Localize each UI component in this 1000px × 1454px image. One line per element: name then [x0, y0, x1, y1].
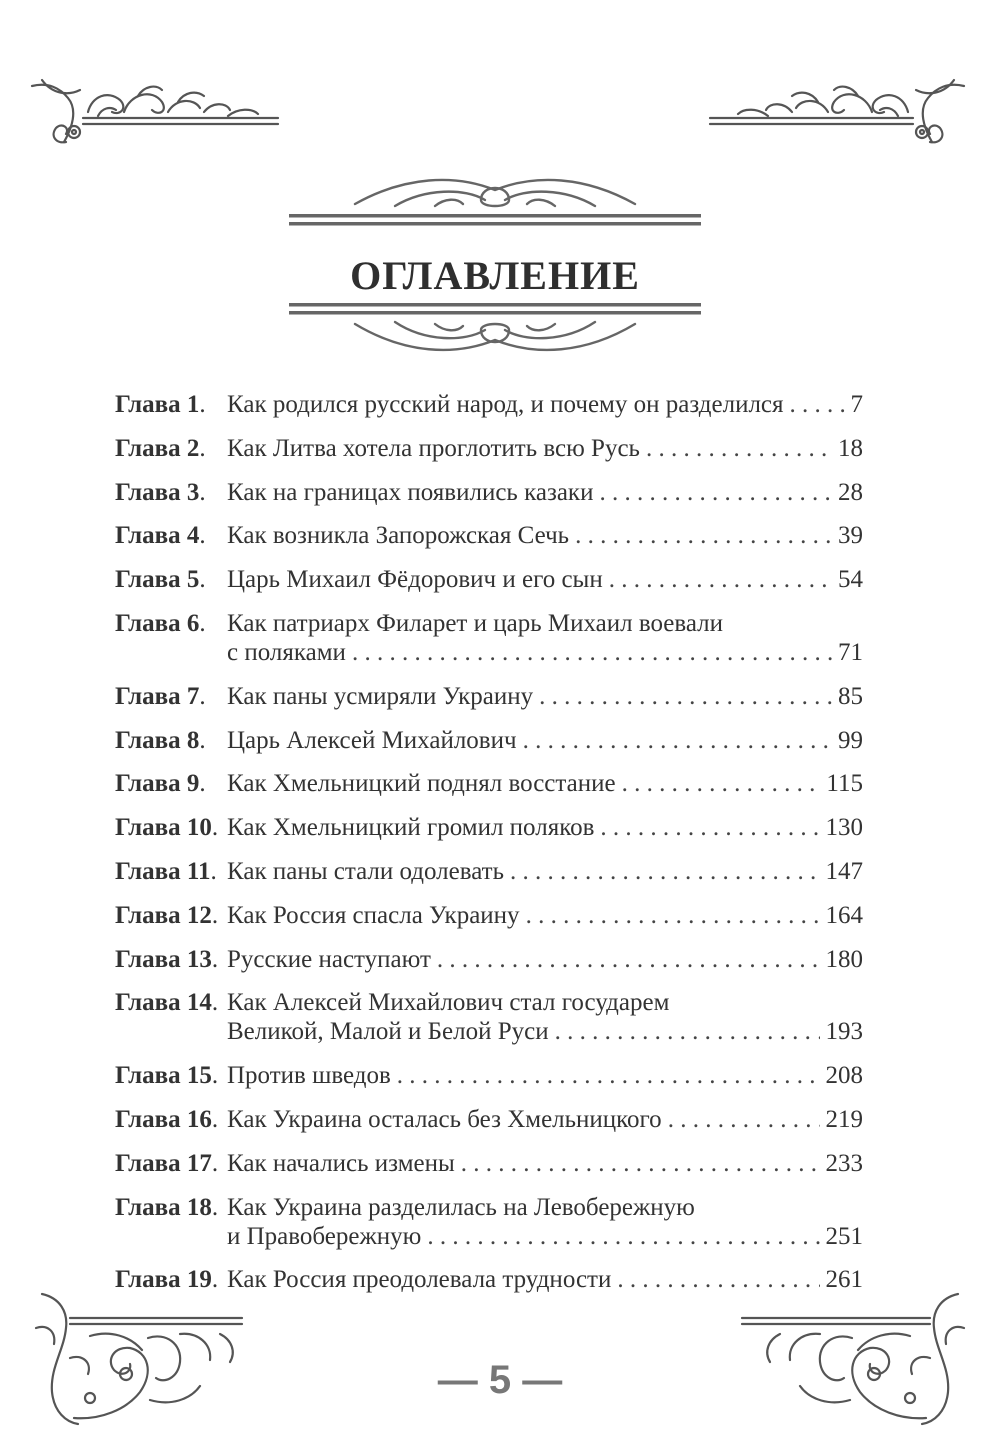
chapter-number: Глава 7: [115, 682, 200, 710]
chapter-title: Как Хмельницкий громил поляков: [227, 814, 595, 842]
chapter-title: Как родился русский народ, и почему он разделился: [227, 391, 784, 418]
toc-entry: [115, 609, 863, 667]
dot-leader: [790, 390, 845, 419]
chapter-title: Как патриарх Филарет и царь Михаил воевали: [227, 609, 724, 637]
chapter-number: Глава 1: [115, 391, 200, 418]
dot-leader: [539, 682, 832, 711]
chapter-label: Глава 2.: [115, 434, 206, 462]
chapter-number: Глава 13: [115, 945, 212, 973]
chapter-page: 85: [838, 682, 863, 710]
chapter-label: Глава 15.: [115, 1062, 219, 1090]
chapter-label: Глава 17.: [115, 1149, 219, 1177]
chapter-title: и Правобережную: [227, 1222, 422, 1250]
toc-entry: [115, 521, 863, 550]
chapter-page: 7: [850, 391, 863, 418]
dot-leader: [397, 1061, 820, 1090]
chapter-title: с поляками: [227, 638, 346, 666]
chapter-label: Глава 12.: [115, 901, 219, 929]
chapter-label: Глава 10.: [115, 814, 219, 842]
dot-leader: [461, 1149, 820, 1178]
chapter-page: 180: [825, 945, 863, 973]
chapter-number: Глава 18: [115, 1193, 212, 1221]
top-right-ornament: [706, 72, 968, 152]
chapter-page: 99: [838, 726, 863, 754]
toc-entry: [115, 945, 863, 974]
chapter-number: Глава 8: [115, 726, 200, 754]
title-block: [285, 170, 705, 360]
chapter-title: Как Литва хотела проглотить всю Русь: [227, 434, 640, 462]
dot-leader: [600, 813, 819, 842]
chapter-label: Глава 3.: [115, 478, 206, 506]
chapter-page: 193: [825, 1018, 863, 1046]
chapter-page: 261: [825, 1266, 863, 1294]
page-title: ОГЛАВЛЕНИЕ: [350, 253, 640, 298]
toc-entry: [115, 390, 863, 419]
chapter-title: Как Алексей Михайлович стал государем: [227, 989, 670, 1017]
dot-leader: [427, 1222, 819, 1251]
dot-leader: [437, 945, 820, 974]
toc-entry: [115, 1105, 863, 1134]
chapter-number: Глава 9: [115, 770, 200, 798]
chapter-page: 251: [825, 1222, 863, 1250]
page-number: — 5 —: [437, 1358, 563, 1402]
chapter-title: Русские наступают: [227, 945, 431, 973]
chapter-title: Против шведов: [227, 1062, 391, 1090]
title-bottom-ornament: [285, 300, 705, 360]
chapter-page: 208: [825, 1062, 863, 1090]
chapter-number: Глава 2: [115, 434, 200, 462]
chapter-page: 28: [838, 478, 863, 506]
toc-entry: [115, 988, 863, 1046]
dot-leader: [599, 478, 832, 507]
toc-entry: [115, 565, 863, 594]
toc-entry: [115, 478, 863, 507]
chapter-number: Глава 15: [115, 1062, 212, 1090]
chapter-page: 39: [838, 522, 863, 550]
toc-entry: [115, 1149, 863, 1178]
chapter-page: 71: [838, 638, 863, 666]
toc-entry: [115, 857, 863, 886]
chapter-title: Как паны стали одолевать: [227, 857, 504, 885]
chapter-title: Великой, Малой и Белой Руси: [227, 1018, 549, 1046]
chapter-title: Как на границах появились казаки: [227, 478, 594, 506]
chapter-number: Глава 3: [115, 478, 200, 506]
chapter-label: Глава 11.: [115, 857, 217, 885]
chapter-label: Глава 16.: [115, 1105, 219, 1133]
dot-leader: [510, 857, 820, 886]
chapter-page: 130: [825, 814, 863, 842]
chapter-title: Как Россия преодолевала трудности: [227, 1266, 612, 1294]
dot-leader: [352, 638, 832, 667]
chapter-title: Царь Алексей Михайлович: [227, 726, 517, 754]
dot-leader: [555, 1017, 820, 1046]
dot-leader: [646, 434, 832, 463]
chapter-title: Как Хмельницкий поднял восстание: [227, 770, 616, 798]
toc-entry: [115, 682, 863, 711]
chapter-page: 54: [838, 566, 863, 594]
chapter-title: Как Украина разделилась на Левобережную: [227, 1193, 695, 1221]
toc-entry: [115, 769, 863, 798]
chapter-title: Как Украина осталась без Хмельницкого: [227, 1105, 662, 1133]
chapter-title: Как начались измены: [227, 1149, 455, 1177]
chapter-label: Глава 9.: [115, 770, 206, 798]
toc-entry: [115, 1193, 863, 1251]
chapter-number: Глава 19: [115, 1266, 212, 1294]
toc-entry: [115, 813, 863, 842]
toc-entry: [115, 1265, 863, 1294]
toc-entry: [115, 1061, 863, 1090]
top-left-ornament: [28, 72, 280, 152]
table-of-contents: [115, 390, 863, 1309]
chapter-number: Глава 4: [115, 522, 200, 550]
chapter-page: 147: [825, 857, 863, 885]
chapter-number: Глава 5: [115, 566, 200, 594]
toc-entry: [115, 434, 863, 463]
chapter-label: Глава 5.: [115, 566, 206, 594]
dot-leader: [617, 1265, 819, 1294]
chapter-title: Царь Михаил Фёдорович и его сын: [227, 566, 603, 594]
chapter-page: 219: [825, 1105, 863, 1133]
dot-leader: [609, 565, 832, 594]
dot-leader: [526, 901, 820, 930]
title-top-ornament: [285, 170, 705, 232]
chapter-number: Глава 11: [115, 857, 211, 885]
chapter-page: 164: [825, 901, 863, 929]
chapter-number: Глава 10: [115, 814, 212, 842]
chapter-label: Глава 1.: [115, 391, 206, 418]
chapter-label: Глава 18.: [115, 1193, 219, 1221]
toc-entry: [115, 901, 863, 930]
chapter-label: Глава 7.: [115, 682, 206, 710]
chapter-number: Глава 17: [115, 1149, 212, 1177]
dot-leader: [668, 1105, 820, 1134]
chapter-page: 18: [838, 434, 863, 462]
chapter-title: Как паны усмиряли Украину: [227, 682, 534, 710]
chapter-page: 115: [826, 770, 863, 798]
chapter-label: Глава 8.: [115, 726, 206, 754]
chapter-label: Глава 14.: [115, 989, 219, 1017]
chapter-label: Глава 19.: [115, 1266, 219, 1294]
dot-leader: [575, 521, 832, 550]
chapter-number: Глава 16: [115, 1105, 212, 1133]
chapter-label: Глава 6.: [115, 609, 206, 637]
chapter-page: 233: [825, 1149, 863, 1177]
dot-leader: [523, 726, 832, 755]
chapter-label: Глава 4.: [115, 522, 206, 550]
chapter-title: Как возникла Запорожская Сечь: [227, 522, 570, 550]
toc-entry: [115, 726, 863, 755]
chapter-number: Глава 14: [115, 989, 212, 1017]
dot-leader: [622, 769, 821, 798]
chapter-number: Глава 12: [115, 901, 212, 929]
chapter-title: Как Россия спасла Украину: [227, 901, 520, 929]
chapter-label: Глава 13.: [115, 945, 219, 973]
chapter-number: Глава 6: [115, 609, 200, 637]
